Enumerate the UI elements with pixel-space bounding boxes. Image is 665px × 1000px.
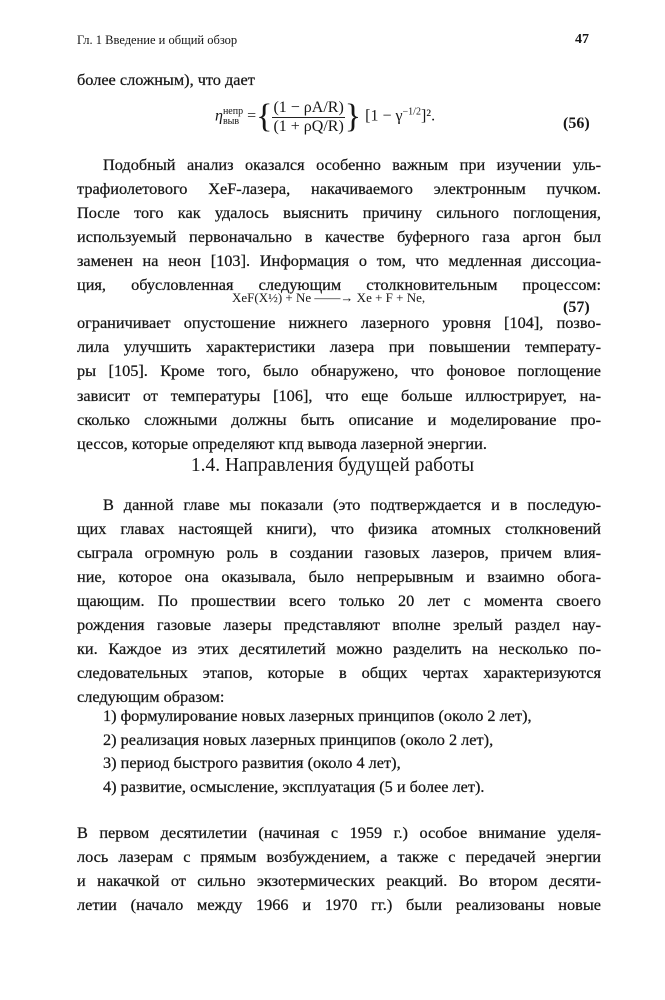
equation-57: XeF(X½) + Ne ——→ Xe + F + Ne, <box>232 290 426 305</box>
text-line: летии (начало между 1966 и 1970 гг.) были реализованы новые <box>77 895 601 914</box>
text-line: трафиолетового XeF-лазера, накачиваемого электронным пучком. <box>77 179 601 198</box>
running-header: Гл. 1 Введение и общий обзор <box>77 33 238 47</box>
text-line: ки. Каждое из этих десятилетий можно разделить на несколько по- <box>77 639 601 658</box>
text-line: ры [105]. Кроме того, было обнаружено, что фоновое поглощение <box>77 361 601 381</box>
list-item: 4) развитие, осмысление, эксплуатация (5 и более лет). <box>103 776 485 796</box>
section-heading: 1.4. Направления будущей работы <box>190 455 475 476</box>
text-line: лила улучшить характеристики лазера при повышении температу- <box>77 337 601 357</box>
equation-number: (57) <box>563 299 590 316</box>
text-line: цессов, которые определяют кпд вывода лазерной энергии. <box>77 434 487 453</box>
eq-tail-end: ]². <box>420 107 436 125</box>
list-item: 3) период быстрого развития (около 4 лет), <box>103 753 401 772</box>
text-line: лось лазерам с прямым возбуждением, а также с передачей энергии <box>77 847 601 866</box>
eq-numerator: (1 − ρA/R) <box>273 98 344 116</box>
eq-exp: −1/2 <box>402 106 421 118</box>
equation-56: η непр выв ={ $\frac{(1 - \rho A/R)}{(1 + \rho Q/R)}$ } $[1 - \gamma^{-1/2}]^2$. <box>215 98 436 135</box>
text-line: используемый первоначально в качестве буферного газа аргон был <box>77 227 601 246</box>
text-line: ограничивает опустошение нижнего лазерного уровня [104], позво- <box>77 313 601 332</box>
equation-number: (56) <box>563 115 590 132</box>
text-line: следующим образом: <box>77 687 225 706</box>
text-line: сыграла огромную роль в создании газовых лазеров, причем влия- <box>77 543 601 562</box>
eq-sub: выв <box>222 116 240 127</box>
list-item: 1) формулирование новых лазерных принципов (около 2 лет), <box>103 706 532 725</box>
text-line: следовательных этапов, которые в общих чертах характеризуются <box>77 663 601 682</box>
eq-sup: непр <box>222 106 244 117</box>
text-line: зависит от температуры [106], что еще больше иллюстрирует, на- <box>77 385 601 405</box>
text-line: В первом десятилетии (начиная с 1959 г.) особое внимание уделя- <box>77 823 601 842</box>
page-number: 47 <box>575 32 589 47</box>
text-line: щих главах настоящей книги), что физика атомных столкновений <box>77 519 601 538</box>
text-line: ция, обусловленная следующим столкновительным процессом: <box>77 275 601 294</box>
text-line: рождения газовые лазеры представляют вполне зрелый раздел нау- <box>77 615 601 634</box>
text-line: В данной главе мы показали (это подтверждается и в последую- <box>103 495 601 514</box>
eq-symbol: η <box>215 107 223 125</box>
list-item: 2) реализация новых лазерных принципов (около 2 лет), <box>103 729 494 749</box>
text-line: щающим. По прошествии всего только 20 лет с момента своего <box>77 591 601 610</box>
text-line: и накачкой от сильно экзотермических реакций. Во втором десяти- <box>77 871 601 890</box>
text-line: сколько сложными должны быть описание и моделирование про- <box>77 409 601 429</box>
text-line: ние, которое она оказывала, было непрерывным и взаимно обога- <box>77 567 601 586</box>
text-line: заменен на неон [103]. Информация о том, что медленная диссоциа- <box>77 251 601 270</box>
text-line: более сложным), что дает <box>77 70 255 89</box>
eq-denominator: (1 + ρQ/R) <box>273 117 344 135</box>
eq-tail: [1 − γ <box>365 107 403 125</box>
text-line: Подобный анализ оказался особенно важным при изучении уль- <box>103 155 601 174</box>
text-line: После того как удалось выяснить причину сильного поглощения, <box>77 203 601 222</box>
